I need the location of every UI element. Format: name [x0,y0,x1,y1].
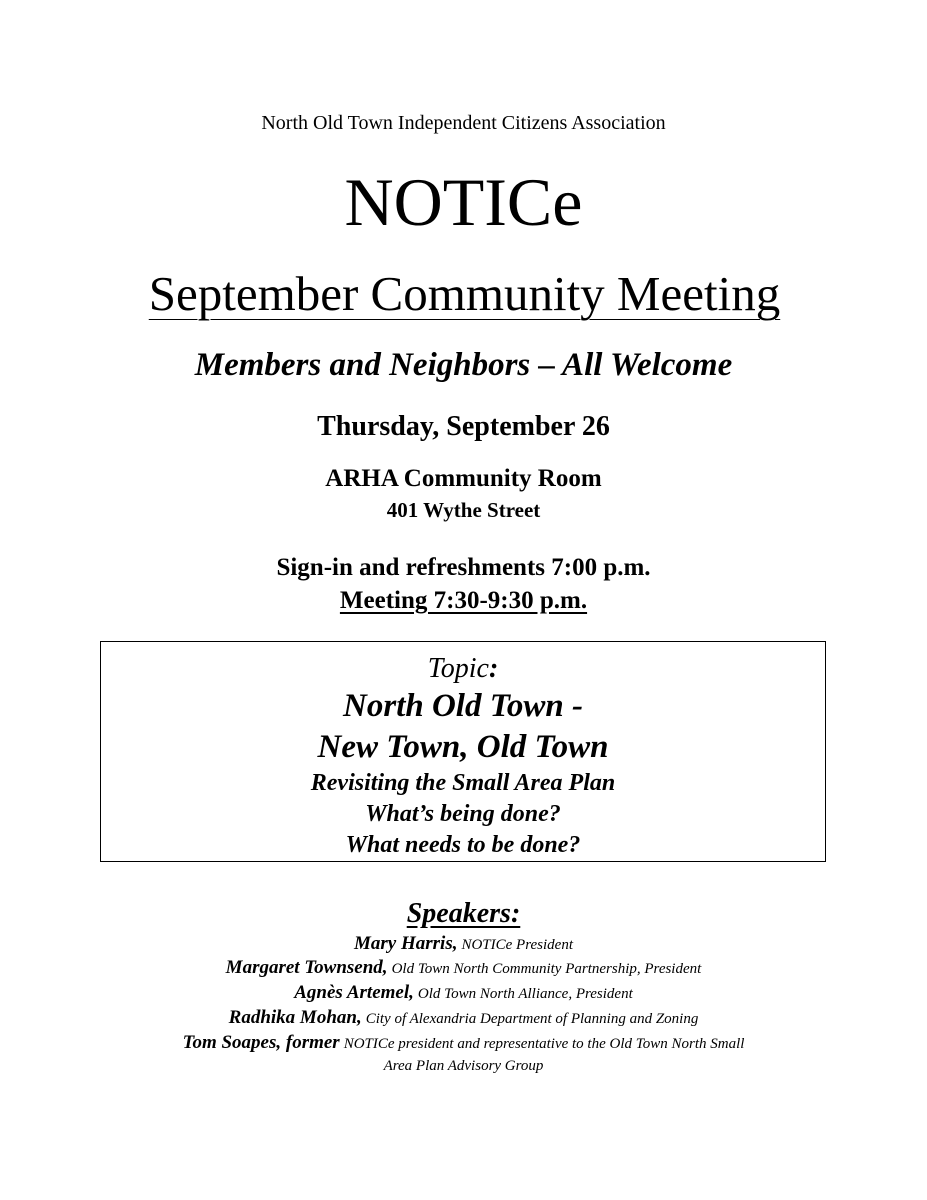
meeting-date: Thursday, September 26 [317,411,610,442]
organization-name: North Old Town Independent Citizens Association [261,112,666,134]
speaker-role: Old Town North Community Partnership, President [391,961,702,977]
speaker-name: Radhika Mohan, [228,1007,362,1028]
speaker-role: Old Town North Alliance, President [417,986,633,1002]
venue-address: 401 Wythe Street [386,498,541,522]
topic-headline-1: North Old Town - [343,688,583,724]
speaker-name: Tom Soapes, former [182,1032,340,1053]
speaker-line [0,981,927,1006]
signin-time: Sign-in and refreshments 7:00 p.m. [276,554,651,581]
meeting-title: September Community Meeting [148,266,781,321]
speaker-line [0,1006,927,1031]
speaker-role: NOTICe President [461,937,573,953]
speaker-name: Margaret Townsend, [225,957,388,978]
topic-label: Topic: [427,653,499,684]
speaker-role-continued: Area Plan Advisory Group [383,1058,544,1074]
masthead-title: NOTICe [344,164,583,240]
speaker-name: Mary Harris, [354,933,458,954]
topic-line-1: Revisiting the Small Area Plan [310,770,616,796]
speakers-heading: Speakers: [406,898,521,929]
topic-box [100,641,826,862]
topic-headline-2: New Town, Old Town [317,729,609,765]
speaker-name: Agnès Artemel, [294,982,414,1003]
meeting-time: Meeting 7:30-9:30 p.m. [339,587,588,614]
speaker-role: City of Alexandria Department of Planning and Zoning [365,1011,699,1027]
speaker-line [0,956,927,981]
venue-name: ARHA Community Room [325,465,602,492]
speaker-line [0,1031,927,1056]
topic-line-3: What needs to be done? [345,832,581,858]
speaker-role: NOTICe president and representative to the Old Town North Small [343,1036,745,1052]
welcome-line: Members and Neighbors – All Welcome [194,347,733,383]
topic-line-2: What’s being done? [365,801,561,827]
speaker-line [0,932,927,957]
